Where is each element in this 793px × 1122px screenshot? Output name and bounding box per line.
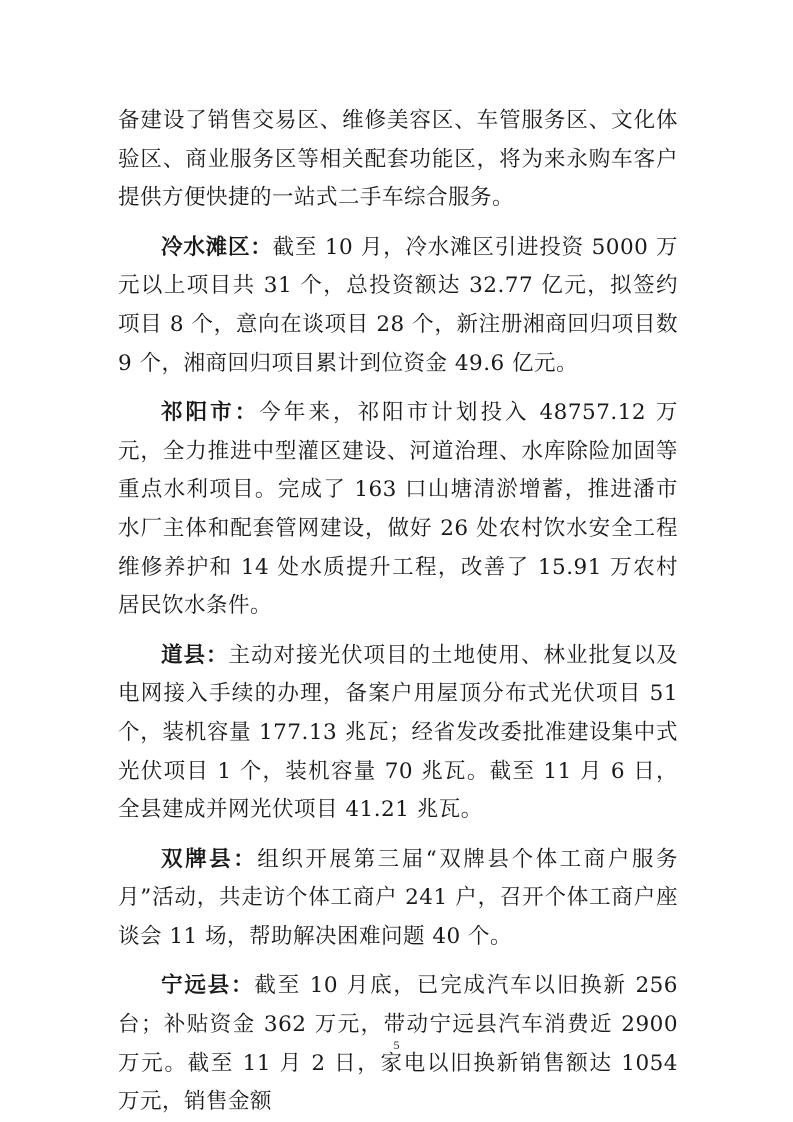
- paragraph-lead: 双牌县：: [161, 846, 258, 872]
- paragraph-qiyang: [118, 394, 678, 626]
- paragraph-lengshuitan: [118, 229, 678, 383]
- paragraph-text: 今年来，祁阳市计划投入 48757.12 万元，全力推进中型灌区建设、河道治理、水库除险加固等重点水利项目。完成了 163 口山塘清淤增蓄，推进潘市水厂主体和配套管网建设，做好 26 处农村饮水安全工程维修养护和 14 处水质提升工程，改善了 15.91 万农村居民饮水条件。: [118, 400, 678, 619]
- paragraph-text: 截至 10 月，冷水滩区引进投资 5000 万元以上项目共 31 个，总投资额达 32.77 亿元，拟签约项目 8 个，意向在谈项目 28 个，新注册湘商回归项目数 9 个，湘商回归项目累计到位资金 49.6 亿元。: [118, 234, 678, 376]
- paragraph-lead: 宁远县：: [161, 973, 255, 999]
- paragraph-lead: 道县：: [161, 642, 229, 668]
- page-number: 5: [393, 1038, 400, 1052]
- paragraph-text: 组织开展第三届“双牌县个体工商户服务月”活动，共走访个体工商户 241 户，召开个体工商户座谈会 11 场，帮助解决困难问题 40 个。: [118, 846, 678, 949]
- paragraph-shuangpai: [118, 841, 678, 957]
- paragraph-lead: 祁阳市：: [161, 400, 260, 426]
- paragraph-text: 主动对接光伏项目的土地使用、林业批复以及电网接入手续的办理，备案户用屋顶分布式光伏项目 51 个，装机容量 177.13 兆瓦；经省发改委批准建设集中式光伏项目 1 个，装机容量 70 兆瓦。截至 11 月 6 日，全县建成并网光伏项目 41.21 兆瓦。: [118, 642, 678, 823]
- paragraph-text: 备建设了销售交易区、维修美容区、车管服务区、文化体验区、商业服务区等相关配套功能区，将为来永购车客户提供方便快捷的一站式二手车综合服务。: [118, 108, 678, 211]
- paragraph-continued: [118, 102, 678, 218]
- document-body: [118, 102, 678, 1122]
- paragraph-lead: 冷水滩区：: [161, 234, 273, 260]
- paragraph-text: 截至 10 月底，已完成汽车以旧换新 256 台；补贴资金 362 万元，带动宁远县汽车消费近 2900 万元。截至 11 月 2 日，家电以旧换新销售额达 1054 万元，销售金额: [118, 973, 678, 1115]
- paragraph-daoxian: [118, 637, 678, 830]
